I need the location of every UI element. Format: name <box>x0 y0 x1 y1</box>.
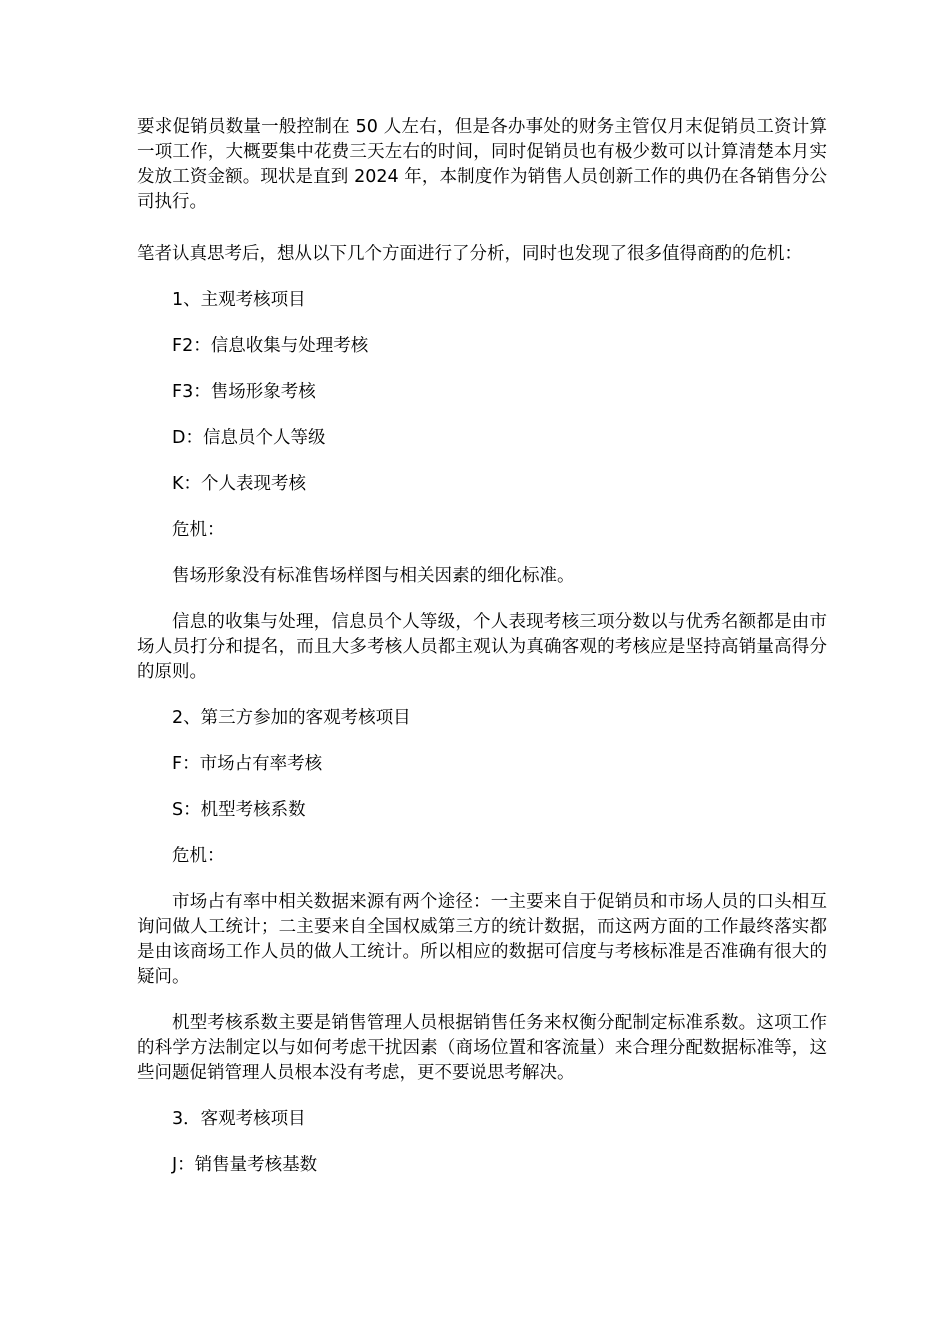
crisis-label-2: 危机： <box>172 846 225 866</box>
item-d: D：信息员个人等级 <box>172 428 326 448</box>
item-s: S：机型考核系数 <box>172 800 306 820</box>
crisis-label-1: 危机： <box>172 520 225 540</box>
paragraph-analysis-intro: 笔者认真思考后，想从以下几个方面进行了分析，同时也发现了很多值得商酌的危机： <box>137 244 802 264</box>
section-heading-objective: 3．客观考核项目 <box>172 1109 306 1129</box>
item-f: F：市场占有率考核 <box>172 754 323 774</box>
section-heading-subjective: 1、主观考核项目 <box>172 290 306 310</box>
item-k: K：个人表现考核 <box>172 474 306 494</box>
paragraph-crisis-1a: 售场形象没有标准售场样图与相关因素的细化标准。 <box>172 566 575 586</box>
item-j: J：销售量考核基数 <box>172 1155 318 1175</box>
paragraph-intro: 要求促销员数量一般控制在 50 人左右，但是各办事处的财务主管仅月末促销员工资计算一项工作，大概要集中花费三天左右的时间，同时促销员也有极少数可以计算清楚本月实发放工资金额。现状是直到 2024 年，本制度作为销售人员创新工作的典仍在各销售分公司执行。 <box>137 117 827 212</box>
item-f2: F2：信息收集与处理考核 <box>172 336 369 356</box>
item-f3: F3：售场形象考核 <box>172 382 316 402</box>
section-heading-third-party: 2、第三方参加的客观考核项目 <box>172 708 411 728</box>
paragraph-crisis-2a: 市场占有率中相关数据来源有两个途径：一主要来自于促销员和市场人员的口头相互询问做人工统计；二主要来自全国权威第三方的统计数据，而这两方面的工作最终落实都是由该商场工作人员的做人工统计。所以相应的数据可信度与考核标准是否准确有很大的疑问。 <box>137 892 827 987</box>
paragraph-crisis-1b: 信息的收集与处理，信息员个人等级，个人表现考核三项分数以与优秀名额都是由市场人员打分和提名，而且大多考核人员都主观认为真确客观的考核应是坚持高销量高得分的原则。 <box>137 612 827 682</box>
paragraph-crisis-2b: 机型考核系数主要是销售管理人员根据销售任务来权衡分配制定标准系数。这项工作的科学方法制定以与如何考虑干扰因素（商场位置和客流量）来合理分配数据标准等，这些问题促销管理人员根本没有考虑，更不要说思考解决。 <box>137 1013 827 1083</box>
document-body <box>137 115 827 1178</box>
